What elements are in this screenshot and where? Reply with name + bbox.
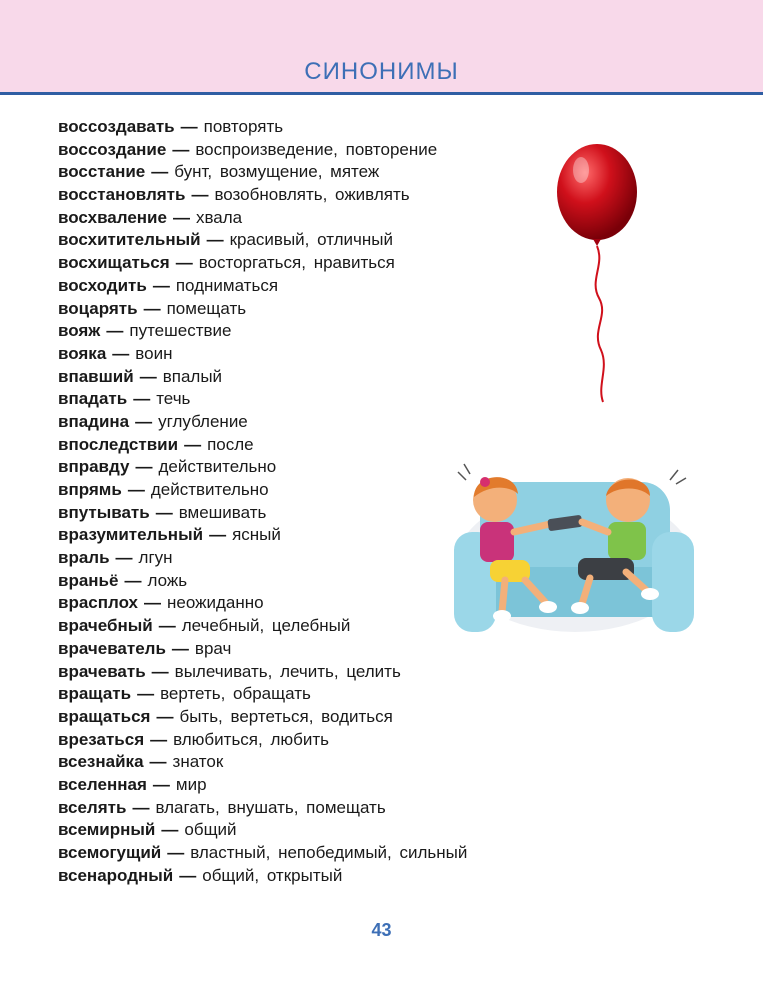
entry-term: враль: [58, 548, 110, 568]
synonym-entry: [58, 774, 467, 797]
synonym-entry: [58, 229, 467, 252]
synonym-entry: [58, 706, 467, 729]
entry-dash: —: [133, 389, 151, 409]
synonym-entry: [58, 116, 467, 139]
entry-term: всемогущий: [58, 843, 162, 862]
entry-term: врасплох: [58, 593, 139, 613]
entry-dash: —: [115, 548, 133, 568]
synonym-entry: [58, 434, 467, 457]
page-title: СИНОНИМЫ: [304, 58, 459, 85]
synonym-entry: [58, 638, 467, 661]
entry-synonyms: действительно: [150, 480, 269, 499]
entry-term: воцарять: [58, 298, 138, 318]
entry-synonyms: вылечивать, лечить, целить: [174, 661, 401, 681]
synonym-entry: [58, 366, 467, 389]
entry-term: впавший: [58, 366, 134, 386]
entry-term: восхваление: [58, 207, 167, 227]
synonym-entry: [58, 343, 467, 366]
entry-dash: —: [172, 139, 190, 159]
entry-dash: —: [150, 729, 168, 749]
synonym-entry: [58, 456, 467, 479]
entry-synonyms: течь: [156, 389, 191, 409]
synonym-entry: [58, 320, 467, 343]
entry-dash: —: [106, 321, 124, 341]
entry-term: восхищаться: [58, 253, 170, 273]
entry-term: врачевать: [58, 661, 146, 681]
entry-term: впадать: [58, 389, 128, 409]
entry-term: восходить: [58, 275, 147, 295]
entry-dash: —: [144, 593, 162, 613]
entry-dash: —: [152, 275, 170, 295]
header-divider: [0, 92, 763, 95]
entry-term: всезнайка: [58, 752, 144, 772]
entry-term: впадина: [58, 411, 130, 431]
entry-term: воссоздавать: [58, 117, 175, 136]
synonym-entry: [58, 502, 467, 525]
synonym-entry: [58, 479, 467, 502]
synonym-entry: [58, 275, 467, 298]
synonym-entry: [58, 819, 467, 842]
entry-dash: —: [132, 797, 150, 817]
entry-synonyms: влюбиться, любить: [173, 729, 330, 749]
entry-dash: —: [167, 843, 185, 862]
entry-dash: —: [209, 525, 227, 545]
entry-synonyms: ясный: [232, 525, 281, 545]
entry-term: вояж: [58, 321, 101, 341]
synonym-entry: [58, 184, 467, 207]
entry-dash: —: [137, 684, 155, 704]
entry-term: восстановлять: [58, 185, 186, 205]
entry-term: вращаться: [58, 706, 151, 726]
entry-synonyms: врач: [194, 638, 232, 658]
entry-dash: —: [112, 343, 130, 363]
entry-synonyms: вмешивать: [178, 502, 267, 522]
entry-dash: —: [149, 752, 167, 772]
synonym-entry: [58, 411, 467, 434]
synonym-entry: [58, 751, 467, 774]
entry-term: впутывать: [58, 502, 150, 522]
entry-synonyms: впалый: [162, 366, 223, 386]
entry-synonyms: вертеть, обращать: [160, 684, 311, 704]
entry-term: вращать: [58, 684, 132, 704]
synonym-entry: [58, 252, 467, 275]
entry-dash: —: [172, 207, 190, 227]
synonym-entry: [58, 161, 467, 184]
entry-synonyms: путешествие: [129, 321, 232, 341]
entry-dash: —: [180, 117, 198, 136]
entry-synonyms: общий, открытый: [202, 865, 343, 885]
entry-term: впрямь: [58, 480, 122, 499]
synonym-entry: [58, 298, 467, 321]
entry-dash: —: [151, 162, 169, 182]
entry-dash: —: [143, 298, 161, 318]
entry-dash: —: [161, 820, 179, 840]
synonym-entry: [58, 524, 467, 547]
entry-synonyms: быть, вертеться, водиться: [179, 706, 393, 726]
synonym-entry: [58, 388, 467, 411]
synonym-entry: [58, 729, 467, 752]
entry-dash: —: [152, 774, 170, 794]
entry-dash: —: [139, 366, 157, 386]
synonym-list: [58, 116, 467, 887]
entry-synonyms: знаток: [172, 752, 224, 772]
entry-dash: —: [171, 638, 189, 658]
entry-synonyms: возобновлять, оживлять: [214, 185, 410, 205]
entry-term: вразумительный: [58, 525, 204, 545]
entry-synonyms: общий: [184, 820, 237, 840]
balloon-illustration: [553, 140, 643, 410]
synonym-entry: [58, 683, 467, 706]
entry-synonyms: властный, непобедимый, сильный: [190, 843, 468, 862]
entry-synonyms: восторгаться, нравиться: [198, 253, 395, 273]
entry-dash: —: [124, 570, 142, 590]
entry-term: восстание: [58, 162, 146, 182]
entry-synonyms: после: [207, 434, 254, 454]
synonym-entry: [58, 661, 467, 684]
entry-synonyms: мир: [175, 774, 207, 794]
synonym-entry: [58, 547, 467, 570]
entry-dash: —: [184, 434, 202, 454]
synonym-entry: [58, 139, 467, 162]
entry-term: впоследствии: [58, 434, 179, 454]
entry-term: всемирный: [58, 820, 156, 840]
synonym-entry: [58, 592, 467, 615]
entry-synonyms: действительно: [158, 457, 277, 477]
entry-synonyms: красивый, отличный: [229, 230, 393, 250]
entry-term: врезаться: [58, 729, 145, 749]
entry-synonyms: бунт, возмущение, мятеж: [174, 162, 380, 182]
synonym-entry: [58, 797, 467, 820]
entry-term: вселять: [58, 797, 127, 817]
entry-dash: —: [135, 411, 153, 431]
entry-dash: —: [156, 706, 174, 726]
entry-synonyms: помещать: [166, 298, 247, 318]
entry-synonyms: воспроизведение, повторение: [195, 139, 438, 159]
entry-synonyms: хвала: [195, 207, 243, 227]
entry-synonyms: лгун: [138, 548, 173, 568]
entry-dash: —: [179, 865, 197, 885]
page-number: 43: [371, 920, 392, 940]
entry-term: воссоздание: [58, 139, 167, 159]
entry-synonyms: влагать, внушать, помещать: [155, 797, 386, 817]
entry-synonyms: лечебный, целебный: [181, 616, 351, 636]
entry-dash: —: [127, 480, 145, 499]
entry-term: вселенная: [58, 774, 147, 794]
entry-term: вправду: [58, 457, 130, 477]
entry-term: вояка: [58, 343, 107, 363]
entry-term: врачеватель: [58, 638, 166, 658]
synonym-entry: [58, 570, 467, 593]
synonym-entry: [58, 615, 467, 638]
entry-dash: —: [151, 661, 169, 681]
entry-dash: —: [175, 253, 193, 273]
entry-synonyms: ложь: [147, 570, 188, 590]
entry-term: восхитительный: [58, 230, 201, 250]
entry-dash: —: [206, 230, 224, 250]
entry-synonyms: подниматься: [175, 275, 279, 295]
entry-term: врачебный: [58, 616, 153, 636]
entry-synonyms: воин: [135, 343, 173, 363]
entry-synonyms: неожиданно: [167, 593, 264, 613]
entry-dash: —: [155, 502, 173, 522]
entry-dash: —: [135, 457, 153, 477]
entry-dash: —: [158, 616, 176, 636]
entry-synonyms: углубление: [158, 411, 248, 431]
synonym-entry: [58, 842, 467, 865]
kids-on-sofa-illustration: [450, 452, 695, 637]
synonym-entry: [58, 865, 467, 888]
entry-term: враньё: [58, 570, 119, 590]
entry-term: всенародный: [58, 865, 174, 885]
entry-dash: —: [191, 185, 209, 205]
entry-synonyms: повторять: [203, 117, 284, 136]
synonym-entry: [58, 207, 467, 230]
